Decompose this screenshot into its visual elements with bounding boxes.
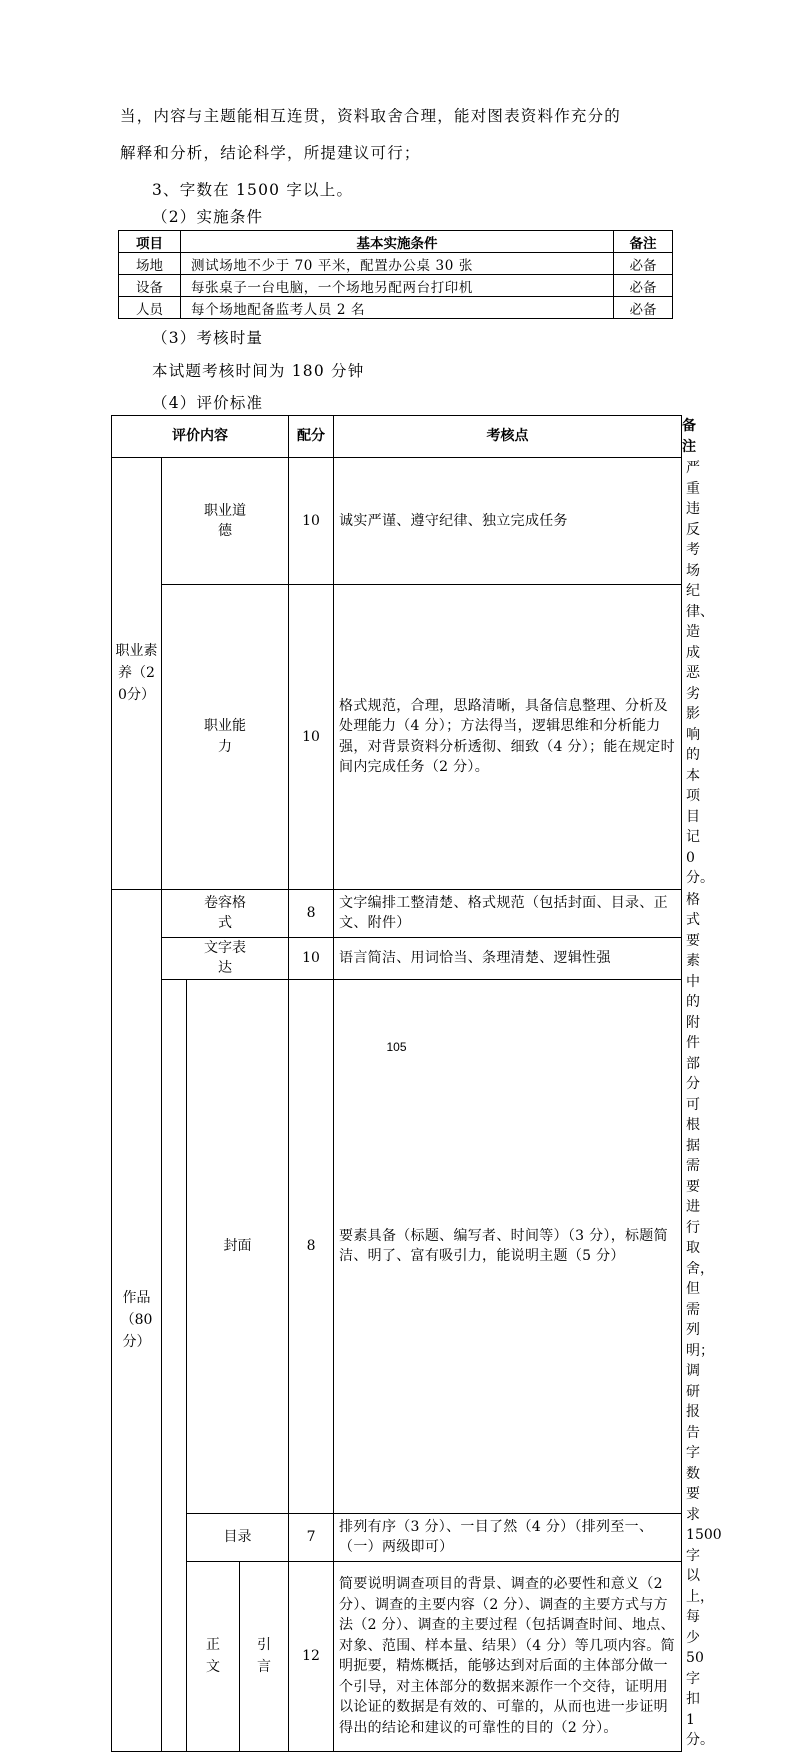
item-cell bbox=[162, 889, 289, 937]
score-cell: 12 bbox=[289, 1561, 334, 1751]
table-cell: 每张桌子一台电脑，一个场地另配两台打印机 bbox=[181, 275, 614, 297]
score-cell: 10 bbox=[289, 585, 334, 889]
intro-line-3: 3、字数在 1500 字以上。 bbox=[152, 181, 354, 199]
table-header-row: 评价内容 配分 考核点 备注 bbox=[112, 416, 682, 458]
column-header: 考核点 bbox=[334, 416, 682, 458]
desc-cell: 格式规范，合理，思路清晰，具备信息整理、分析及处理能力（4 分）；方法得当，逻辑思维和分析能力强，对背景资料分析透彻、细致（4 分）；能在规定时间内完成任务（2 分）。 bbox=[334, 585, 682, 889]
table-cell: 必备 bbox=[614, 275, 673, 297]
table-cell: 必备 bbox=[614, 297, 673, 319]
score-cell: 10 bbox=[289, 937, 334, 979]
desc-cell: 文字编排工整清楚、格式规范（包括封面、目录、正文、附件） bbox=[334, 889, 682, 937]
table-cell: 场地 bbox=[119, 253, 181, 275]
desc-cell: 要素具备（标题、编写者、时间等）（3 分），标题简洁、明了、富有吸引力，能说明主题（5 分） bbox=[334, 979, 682, 1513]
table-row bbox=[112, 585, 682, 889]
table-row bbox=[112, 1561, 682, 1751]
table-row bbox=[112, 937, 682, 979]
column-header: 评价内容 bbox=[112, 416, 289, 458]
category-label: 作品（80分） bbox=[120, 1290, 153, 1350]
page-number: 105 bbox=[386, 1040, 407, 1054]
conditions-table bbox=[118, 230, 673, 319]
table-row bbox=[119, 253, 673, 275]
section-title-criteria: （4）评价标准 bbox=[152, 394, 264, 412]
evaluation-table bbox=[111, 415, 722, 1752]
table-cell: 测试场地不少于 70 平米，配置办公桌 30 张 bbox=[181, 253, 614, 275]
column-header: 项目 bbox=[119, 231, 181, 253]
table-header-row bbox=[119, 231, 673, 253]
item-cell bbox=[162, 937, 289, 979]
score-cell: 10 bbox=[289, 458, 334, 585]
subitem-label: 引言 bbox=[257, 1637, 272, 1675]
desc-cell: 语言简洁、用词恰当、条理清楚、逻辑性强 bbox=[334, 937, 682, 979]
duration-text: 本试题考核时间为 180 分钟 bbox=[152, 362, 365, 380]
table-cell: 人员 bbox=[119, 297, 181, 319]
item-label: 职业能力 bbox=[204, 718, 247, 755]
table-row: 职业素养（20分） 职业道德 10 诚实严谨、遵守纪律、独立完成任务 严重违反考场纪律、造成恶劣影响的本项目记 0 分。 bbox=[112, 458, 682, 585]
item-cell: 封面 bbox=[187, 979, 289, 1513]
item-label: 职业道德 bbox=[204, 502, 247, 540]
item-cell bbox=[187, 1561, 240, 1751]
column-header: 配分 bbox=[289, 416, 334, 458]
table-row bbox=[119, 297, 673, 319]
score-cell: 8 bbox=[289, 889, 334, 937]
table-cell: 每个场地配备监考人员 2 名 bbox=[181, 297, 614, 319]
table-row: 作品（80分） 卷容格式 8 文字编排工整清楚、格式规范（包括封面、目录、正文、附件） 格式要素中的附件部分可根据需要进行取舍，但需列明；调研报告字数要求 1500 字以上，每少 50 字扣 1 分。 bbox=[112, 889, 682, 937]
item-label: 卷容格式 bbox=[204, 894, 247, 931]
desc-cell: 简要说明调查项目的背景、调查的必要性和意义（2 分）、调查的主要内容（2 分）、调查的主要方式与方法（2 分）、调查的主要过程（包括调查时间、地点、对象、范围、样本量、结果）（4 分）等几项内容。简明扼要，精炼概括，能够达到对后面的主体部分做一个引导，对主体部分的数据来源作一个交待，证明用以论证的数据是有效的、可靠的，从而也进一步证明得出的结论和建议的可靠性的目的（2 分）。 bbox=[334, 1561, 682, 1751]
section-title-conditions: （2）实施条件 bbox=[152, 208, 264, 226]
table-row bbox=[112, 979, 682, 1513]
category-cell bbox=[112, 889, 162, 1751]
item-label: 正文 bbox=[206, 1637, 220, 1675]
category-cell bbox=[112, 458, 162, 890]
table-cell: 必备 bbox=[614, 253, 673, 275]
column-header: 备注 bbox=[614, 231, 673, 253]
desc-cell: 诚实严谨、遵守纪律、独立完成任务 bbox=[334, 458, 682, 585]
item-cell bbox=[162, 585, 289, 889]
subitem-cell bbox=[240, 1561, 289, 1751]
table-cell: 设备 bbox=[119, 275, 181, 297]
table-row bbox=[112, 1513, 682, 1561]
desc-cell: 排列有序（3 分）、一目了然（4 分）（排列至一、（一）两级即可） bbox=[334, 1513, 682, 1561]
item-cell bbox=[162, 458, 289, 585]
intro-line-1: 当，内容与主题能相互连贯，资料取舍合理，能对图表资料作充分的 bbox=[120, 107, 622, 125]
spacer-cell bbox=[162, 979, 187, 1751]
table-row bbox=[119, 275, 673, 297]
section-title-duration: （3）考核时量 bbox=[152, 329, 264, 347]
category-label: 职业素养（20分） bbox=[115, 643, 158, 704]
score-cell: 8 bbox=[289, 979, 334, 1513]
column-header: 基本实施条件 bbox=[181, 231, 614, 253]
intro-line-2: 解释和分析，结论科学，所提建议可行； bbox=[120, 144, 421, 162]
item-cell: 目录 bbox=[187, 1513, 289, 1561]
score-cell: 7 bbox=[289, 1513, 334, 1561]
item-label: 文字表达 bbox=[204, 939, 247, 976]
